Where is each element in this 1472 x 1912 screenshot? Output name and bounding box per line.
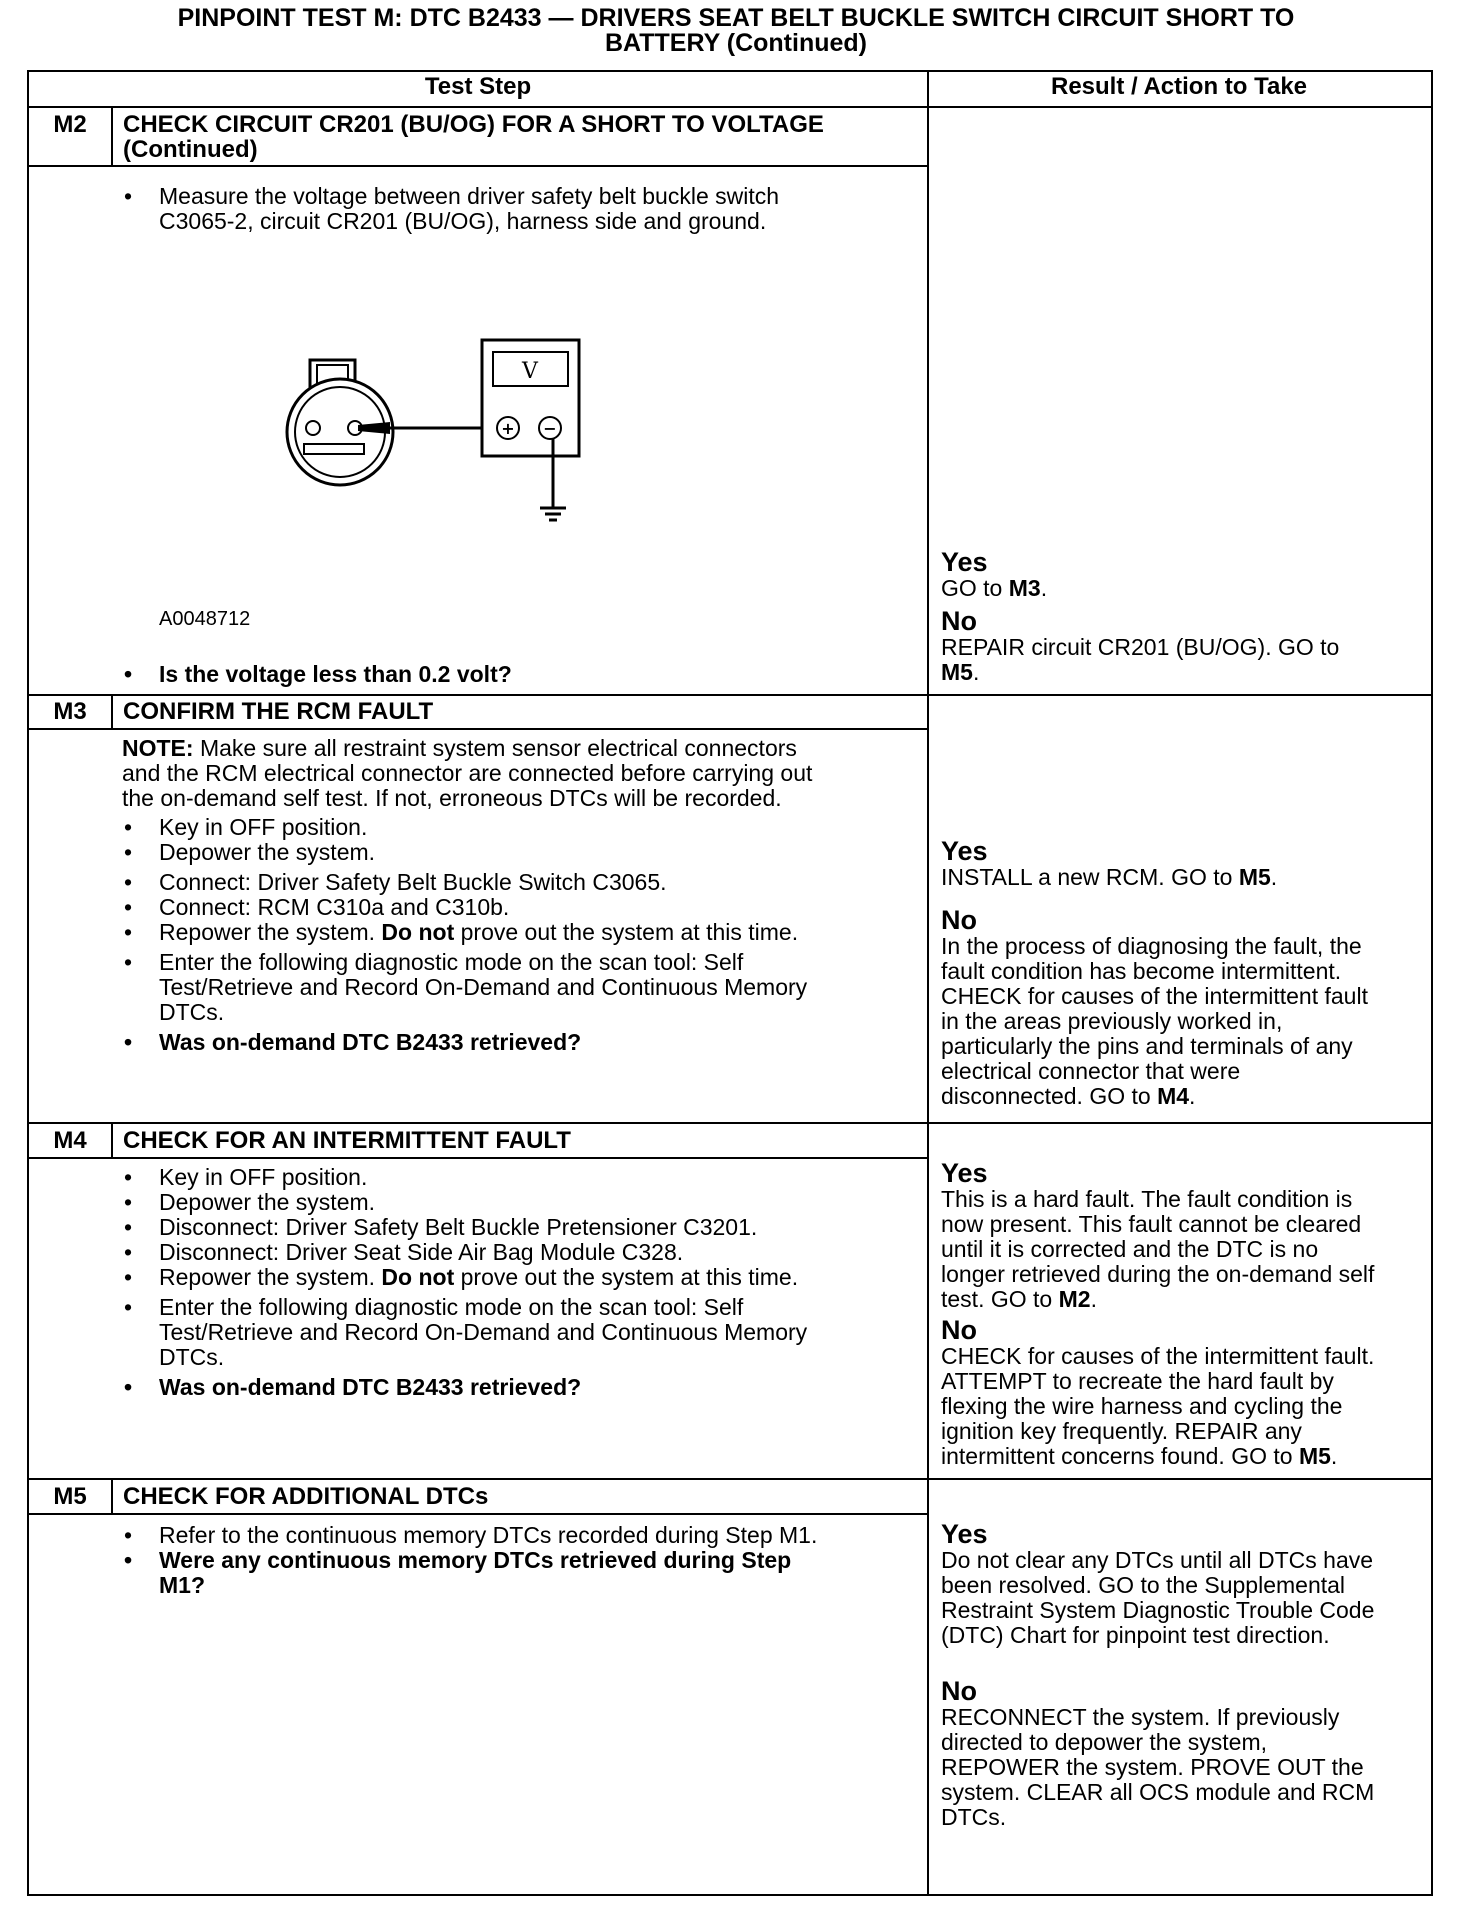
m4-no-line4: ignition key frequently. REPAIR any [941,1418,1302,1444]
m4-yes-end: . [1090,1286,1097,1312]
m3-yes-text [941,865,1426,890]
m3-no-goto: M4 [1157,1083,1190,1109]
header-divider [27,106,1431,108]
m5-yes-line4: (DTC) Chart for pinpoint test direction. [941,1622,1330,1648]
m3-yes-action: INSTALL a new RCM. GO to [941,864,1239,890]
m4-step-6-line3: DTCs. [159,1344,225,1370]
m3-heading-divider [27,728,927,730]
m3-no-line1: In the process of diagnosing the fault, the [941,933,1362,959]
m5-no-line4: system. CLEAR all OCS module and RCM [941,1779,1375,1805]
m3-yes-end: . [1270,864,1278,890]
m4-no-goto: M5 [1298,1443,1331,1469]
m2-no-text: REPAIR circuit CR201 (BU/OG). GO to [941,634,1340,660]
m4-step-6-line1: • Enter the following diagnostic mode on the scan tool: Self [159,1294,744,1320]
m5-step-1: • Refer to the continuous memory DTCs recorded during Step M1. [121,1523,921,1548]
m4-step-4: • Disconnect: Driver Seat Side Air Bag Module C328. [121,1240,921,1265]
m4-yes-label: Yes [941,1158,988,1188]
figure-id: A0048712 [159,608,251,630]
m4-step-5 [121,1265,921,1290]
step-id-m3: M3 [53,698,87,725]
m3-note-line3: the on-demand self test. If not, erroneous DTCs will be recorded. [122,785,782,811]
m5-section-divider [27,1478,1431,1480]
m5-heading: CHECK FOR ADDITIONAL DTCs [123,1483,489,1510]
m3-no-line5: particularly the pins and terminals of any [941,1033,1353,1059]
m5-yes-line1: Do not clear any DTCs until all DTCs have [941,1547,1374,1573]
m4-step-1: • Key in OFF position. [121,1165,921,1190]
m5-yes-label: Yes [941,1519,988,1549]
m3-step-6-line1: • Enter the following diagnostic mode on the scan tool: Self [159,949,744,975]
m4-step-5-b: Do not [381,1264,455,1290]
m4-step-5-c: prove out the system at this time. [454,1264,799,1290]
m3-no-line2: fault condition has become intermittent. [941,958,1342,984]
m3-result [941,837,1426,1109]
m2-yes-label: Yes [941,547,988,577]
m3-heading: CONFIRM THE RCM FAULT [123,698,434,725]
m3-steps [121,815,921,1060]
step-id-m4: M4 [53,1127,87,1154]
m3-no-line4: in the areas previously worked in, [941,1008,1283,1034]
m2-no-goto-line [941,660,1426,685]
m2-result [941,548,1426,685]
m3-step-6-line3: DTCs. [159,999,225,1025]
m4-question: • Was on-demand DTC B2433 retrieved? [121,1375,921,1400]
m5-question-line2: M1? [159,1572,205,1598]
voltmeter-icon [482,340,579,456]
m4-no-line5 [941,1444,1426,1469]
minus-terminal-label: − [543,419,557,438]
m3-step-3: • Connect: Driver Safety Belt Buckle Switch C3065. [121,870,921,895]
m2-yes-text [941,576,1426,601]
m2-heading-line2: (Continued) [123,136,258,163]
m4-yes-line2: now present. This fault cannot be cleared [941,1211,1362,1237]
m4-yes-line5 [941,1287,1426,1312]
m2-no-end: . [972,659,980,685]
m3-step-4: • Connect: RCM C310a and C310b. [121,895,921,920]
m4-no-end: . [1330,1443,1338,1469]
m5-yes-line3: Restraint System Diagnostic Trouble Code [941,1597,1375,1623]
m4-no-line3: flexing the wire harness and cycling the [941,1393,1343,1419]
id-divider-m5 [111,1478,113,1515]
m4-no-line2: ATTEMPT to recreate the hard fault by [941,1368,1334,1394]
m2-heading-line1: CHECK CIRCUIT CR201 (BU/OG) FOR A SHORT TO VOLTAGE [123,111,824,138]
m4-yes-line5-text: test. GO to [941,1286,1059,1312]
header-test-step: Test Step [424,73,532,100]
m3-step-6-line2: Test/Retrieve and Record On-Demand and Continuous Memory [159,974,808,1000]
title-line-2: BATTERY (Continued) [605,29,867,57]
m3-note-text1: Make sure all restraint system sensor electrical connectors [193,735,797,761]
m5-steps [121,1523,921,1603]
m5-no-line1: RECONNECT the system. If previously [941,1704,1340,1730]
m5-heading-divider [27,1513,927,1515]
m5-no-label: No [941,1676,977,1706]
m3-step-6 [121,950,921,1025]
m3-no-line6: electrical connector that were [941,1058,1241,1084]
m3-step-5-c: prove out the system at this time. [454,919,799,945]
m4-heading-divider [27,1157,927,1159]
m3-no-line3: CHECK for causes of the intermittent fault [941,983,1368,1009]
m2-yes-goto: M3 [1008,575,1041,601]
m3-no-line7-text: disconnected. GO to [941,1083,1158,1109]
column-divider [927,70,929,1896]
m4-no-line5-text: intermittent concerns found. GO to [941,1443,1299,1469]
m4-section-divider [27,1122,1431,1124]
m3-step-1: • Key in OFF position. [121,815,921,840]
m4-step-5-a: Repower the system. [159,1264,382,1290]
m5-no-line3: REPOWER the system. PROVE OUT the [941,1754,1364,1780]
m4-yes-line1: This is a hard fault. The fault condition is [941,1186,1353,1212]
m3-step-5 [121,920,921,945]
m4-yes-goto: M2 [1058,1286,1091,1312]
m3-step-5-a: Repower the system. [159,919,382,945]
m4-yes-line4: longer retrieved during the on-demand self [941,1261,1375,1287]
m2-heading [123,112,824,162]
id-divider-m3 [111,694,113,730]
m4-no-label: No [941,1315,977,1345]
m5-no-line2: directed to depower the system, [941,1729,1267,1755]
m4-yes-line3: until it is corrected and the DTC is no [941,1236,1319,1262]
m5-result [941,1520,1426,1830]
m2-step-1 [121,184,921,234]
m5-question [121,1548,921,1598]
m2-question-list [121,662,921,692]
m2-yes-end: . [1040,575,1048,601]
m3-step-2: • Depower the system. [121,840,921,865]
m4-step-3: • Disconnect: Driver Safety Belt Buckle Pretensioner C3201. [121,1215,921,1240]
m3-no-end: . [1189,1083,1196,1109]
m2-step-1-line2: C3065-2, circuit CR201 (BU/OG), harness side and ground. [159,208,767,234]
m3-yes-label: Yes [941,836,988,866]
m2-no-goto: M5 [941,659,973,685]
m4-step-2: • Depower the system. [121,1190,921,1215]
m2-heading-divider [27,165,927,167]
step-id-m5: M5 [53,1483,87,1510]
m3-step-5-b: Do not [381,919,455,945]
id-divider-m4 [111,1122,113,1159]
m2-no-label: No [941,606,977,636]
m5-yes-line2: been resolved. GO to the Supplemental [941,1572,1346,1598]
header-result: Result / Action to Take [1050,73,1308,100]
m3-question: • Was on-demand DTC B2433 retrieved? [121,1030,921,1055]
m2-steps [121,184,921,239]
title-line-1: PINPOINT TEST M: DTC B2433 — DRIVERS SEAT BELT BUCKLE SWITCH CIRCUIT SHORT TO [177,4,1295,32]
m5-no-line5: DTCs. [941,1804,1007,1830]
m3-note-label: NOTE: [122,735,194,761]
voltmeter-diagram [270,332,600,542]
voltmeter-label: V [522,359,538,384]
m4-result [941,1159,1426,1469]
id-divider-m2 [111,106,113,167]
m3-yes-goto: M5 [1238,864,1271,890]
page-title [27,6,1445,56]
m4-no-line1: CHECK for causes of the intermittent fault. [941,1343,1375,1369]
m4-step-6-line2: Test/Retrieve and Record On-Demand and Continuous Memory [159,1319,808,1345]
m3-section-divider [27,694,1431,696]
m4-heading: CHECK FOR AN INTERMITTENT FAULT [123,1127,571,1154]
plus-terminal-label: + [501,419,515,438]
m2-question: • Is the voltage less than 0.2 volt? [121,662,921,687]
m3-note-line1 [122,736,922,761]
m2-step-1-line1: • Measure the voltage between driver safety belt buckle switch [159,183,780,209]
m3-note [122,736,922,811]
m4-step-6 [121,1295,921,1370]
m3-no-label: No [941,905,977,935]
m3-no-line7 [941,1084,1426,1109]
m2-yes-action: GO to [941,575,1009,601]
m4-steps [121,1165,921,1405]
step-id-m2: M2 [53,111,87,138]
m3-note-line2: and the RCM electrical connector are connected before carrying out [122,760,813,786]
m5-question-line1: • Were any continuous memory DTCs retrieved during Step [159,1547,792,1573]
